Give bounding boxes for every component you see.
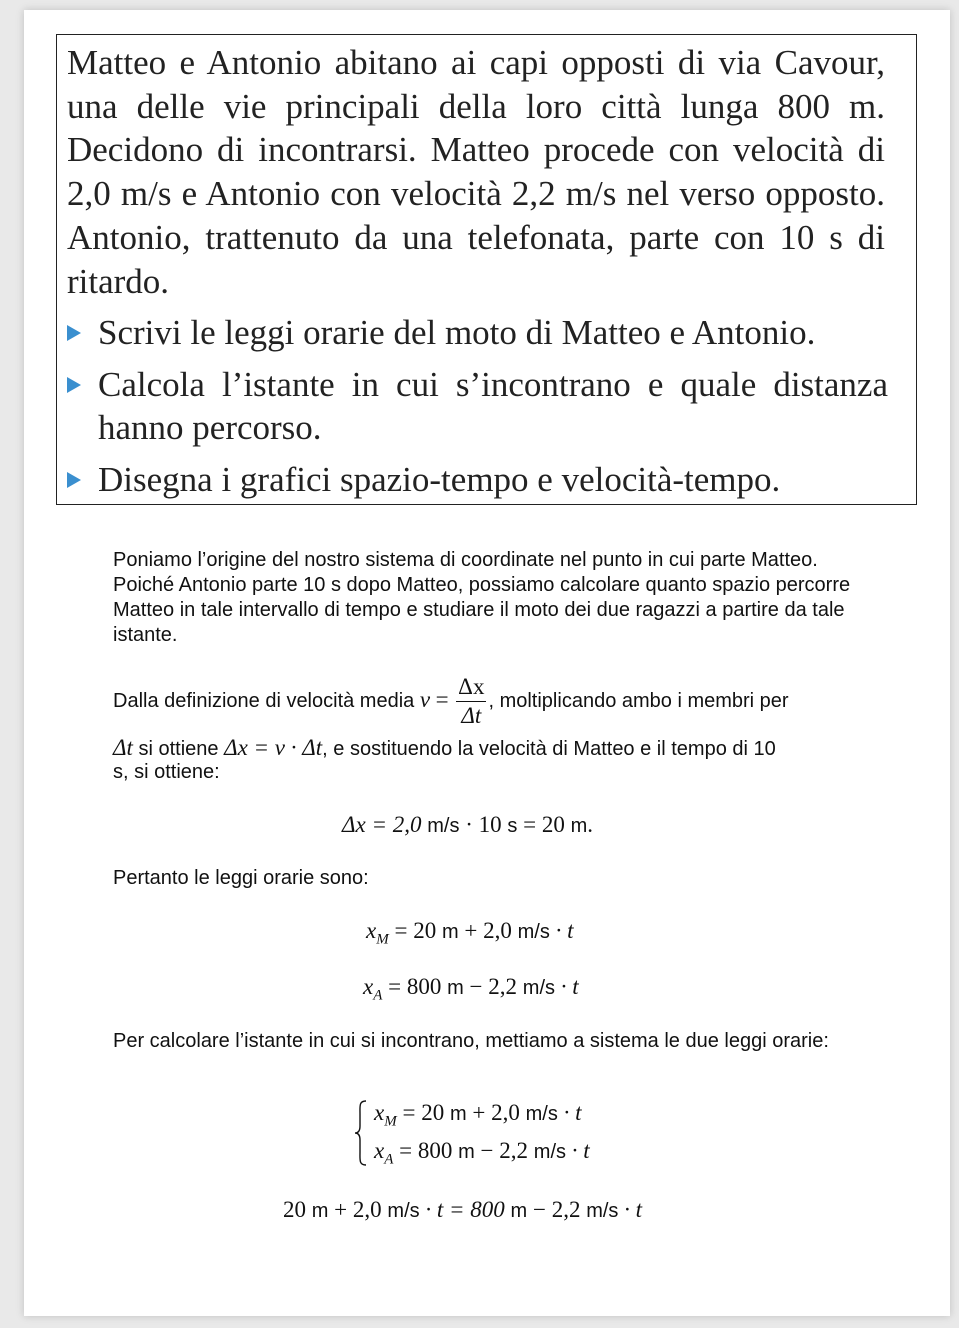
eq-part: · t (624, 1197, 643, 1222)
var-x: x (374, 1138, 385, 1163)
delta-t-symbol: Δt (113, 735, 133, 760)
eq-part: · t (571, 1138, 590, 1163)
text-fragment: Dalla definizione di velocità media (113, 690, 415, 712)
problem-statement: Matteo e Antonio abitano ai capi opposti di via Cavour, una delle vie principali della loro città lunga 800 m. Decidono di incontrarsi. Matteo procede con velocità di 2,0 m/s e Antonio con velocità 2,2 m/s nel verso opposto. Antonio, trattenuto da una telefonata, parte con 10 s di ritardo. (67, 43, 885, 301)
unit: s (507, 815, 518, 837)
unit: m/s (525, 1103, 558, 1125)
fraction-denominator: Δt (461, 703, 482, 729)
var-sub: A (384, 1151, 394, 1168)
eq-part: · t (555, 918, 574, 943)
text-fragment: si ottiene (138, 738, 219, 760)
fraction-numerator: Δx (456, 673, 486, 702)
unit: m (458, 1141, 475, 1163)
eq-part: + 2,0 (334, 1197, 382, 1222)
eq-part: Δx = 2,0 (342, 812, 422, 837)
solution-paragraph: Per calcolare l’istante in cui si incontrano, mettiamo a sistema le due leggi orarie: (113, 1030, 829, 1052)
eq-part: = 800 (388, 974, 442, 999)
velocity-definition-line (113, 670, 873, 731)
eq-part: = 20 (402, 1100, 445, 1125)
dx-formula: Δx = v · Δt (224, 735, 323, 760)
eq-part: + 2,0 (464, 918, 512, 943)
eq-part: + 2,0 (472, 1100, 520, 1125)
unit: m/s (387, 1200, 420, 1222)
solution-line: s, si ottiene: (113, 761, 220, 783)
system-brace (355, 1100, 367, 1166)
unit: m/s (427, 815, 460, 837)
eq-part: 20 (283, 1197, 306, 1222)
velocity-symbol: v (419, 687, 431, 712)
eq-part: = 20 (523, 812, 565, 837)
solution-paragraph: Poniamo l’origine del nostro sistema di coordinate nel punto in cui parte Matteo. Poiché Antonio parte 10 s dopo Matteo, possiamo calcolare quanto spazio percorre Matteo in tale intervallo di tempo e studiare il moto dei due ragazzi a partire da tale istante. (113, 549, 851, 646)
meeting-equation (283, 1197, 642, 1223)
solution-paragraph: Pertanto le leggi orarie sono: (113, 867, 369, 889)
unit: m (570, 815, 588, 837)
triangle-right-icon (67, 325, 81, 341)
task-text: Disegna i grafici spazio-tempo e velocità-tempo. (98, 460, 781, 499)
unit: m/s (522, 977, 555, 999)
eq-part: · t (563, 1100, 582, 1125)
problem-box (56, 34, 917, 505)
eq-part: · t (560, 974, 579, 999)
eq-part: = 800 (399, 1138, 453, 1163)
fraction (456, 673, 486, 730)
text-fragment: , moltiplicando ambo i membri per (488, 690, 789, 712)
eq-part: − 2,2 (532, 1197, 581, 1222)
var-x: x (374, 1100, 385, 1125)
system-eq-antonio (374, 1138, 590, 1169)
task-text: Calcola l’istante in cui s’incontrano e quale distanza hanno percorso. (98, 365, 888, 447)
eq-part: = 20 (394, 918, 437, 943)
eq-part: − 2,2 (469, 974, 518, 999)
var-sub: M (376, 931, 389, 948)
unit: m/s (533, 1141, 566, 1163)
eq-part: · 10 (465, 812, 502, 837)
unit: m (447, 977, 464, 999)
unit: m (510, 1200, 528, 1222)
solution-line (113, 735, 873, 762)
unit: m (311, 1200, 329, 1222)
unit: m/s (586, 1200, 619, 1222)
law-matteo (366, 918, 573, 949)
equals-sign: = (435, 687, 449, 712)
law-antonio (363, 974, 579, 1005)
unit: m/s (517, 921, 550, 943)
eq-part: − 2,2 (480, 1138, 529, 1163)
var-sub: M (384, 1113, 397, 1130)
triangle-right-icon (67, 472, 81, 488)
task-text: Scrivi le leggi orarie del moto di Matteo e Antonio. (98, 313, 816, 352)
triangle-right-icon (67, 377, 81, 393)
eq-part: · t = 800 (425, 1197, 505, 1222)
system-eq-matteo (374, 1100, 581, 1131)
var-sub: A (373, 987, 383, 1004)
var-x: x (366, 918, 377, 943)
unit: m (449, 1103, 467, 1125)
var-x: x (363, 974, 374, 999)
text-fragment: , e sostituendo la velocità di Matteo e il tempo di 10 (322, 738, 776, 760)
displacement-equation (342, 812, 593, 838)
unit: m (441, 921, 459, 943)
eq-part: . (587, 812, 594, 837)
